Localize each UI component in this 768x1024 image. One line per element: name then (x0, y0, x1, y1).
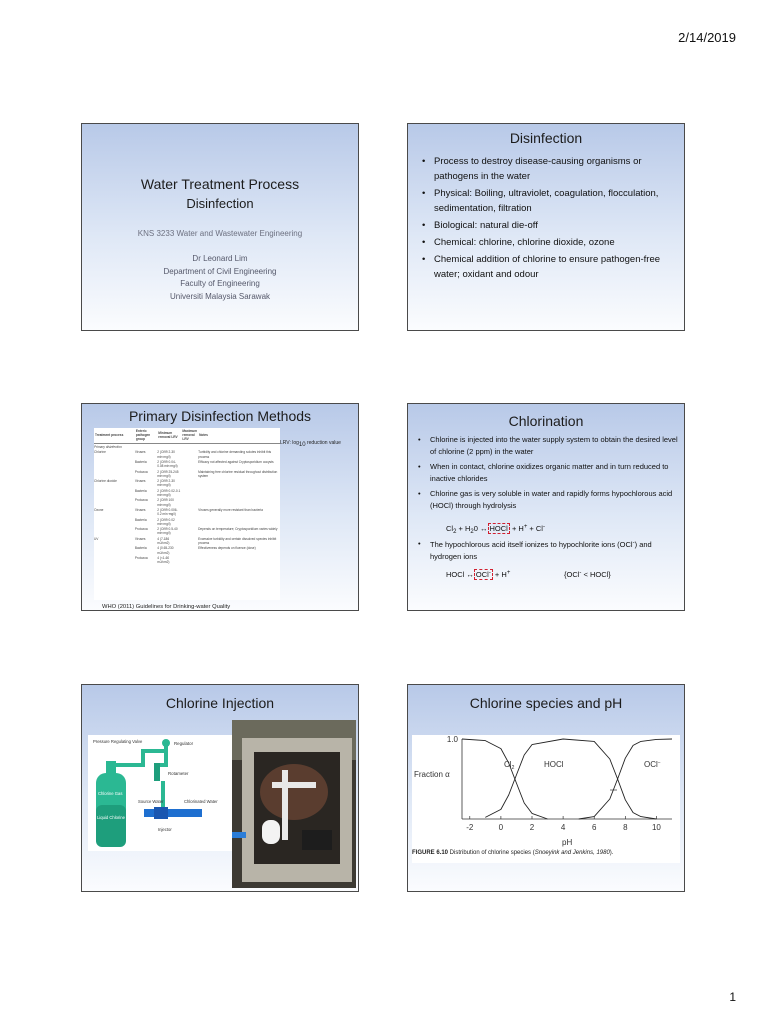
bullet-item: • Biological: natural die-off (422, 218, 672, 233)
bullet-item: • Chemical: chlorine, chlorine dioxide, ozone (422, 235, 672, 250)
series-line-ocl (579, 739, 672, 819)
table-cell: 2 (Ct99 0.006-0.2 min·mg/l) (157, 507, 178, 517)
table-cell (94, 517, 135, 527)
table-cell: Depends on temperature; Cryptosporidium varies widely (198, 527, 278, 532)
hocl-highlight: HOCl (489, 524, 508, 533)
table-cell: Bacteria (134, 517, 147, 522)
table-header: Treatment process (95, 433, 124, 438)
liquid-chlorine-label: Liquid Chlorine (97, 815, 125, 820)
bullet-item: • When in contact, chlorine oxidizes organic matter and in turn reduced to inactive chlorides (418, 461, 678, 484)
author-name: Dr Leonard Lim (192, 254, 248, 263)
table-cell (94, 527, 135, 537)
table-cell (198, 555, 280, 565)
table-cell (181, 498, 198, 508)
table-cell: 2 (Ct99 2-30 min·mg/l) (157, 479, 175, 488)
table-cell (181, 536, 198, 546)
table-header: Enteric pathogen group (135, 429, 151, 442)
table-cell: Chlorine dioxide (94, 479, 117, 484)
table-cell: Viruses generally more resistant than bacteria (198, 507, 263, 512)
table-row (94, 507, 280, 517)
y-axis-title: Fraction α (414, 770, 450, 779)
rotameter-label: Rotameter (168, 771, 189, 776)
bullet-item: • Physical: Boiling, ultraviolet, coagulation, flocculation, sedimentation, filtration (422, 186, 672, 216)
hydrolysis-equation: $Cl_2 + H_20$ ↔ HOCl + H+ + Cl- (446, 524, 545, 535)
table-cell: Viruses (134, 536, 146, 541)
table-cell (94, 546, 135, 556)
table-cell: Protozoa (134, 498, 148, 503)
table-row (94, 517, 280, 527)
table-cell (94, 469, 135, 479)
table-cell: Bacteria (134, 488, 147, 493)
page-date: 2/14/2019 (678, 30, 736, 45)
table-cell (181, 450, 198, 460)
table-cell: Efficacy not affected against Cryptosporidium oocysts (198, 460, 274, 464)
table-cell: Protozoa (134, 527, 148, 532)
table-cell (94, 555, 135, 565)
slide-primary-methods[interactable] (81, 403, 359, 611)
injection-photo (232, 720, 356, 888)
department: Department of Civil Engineering (163, 267, 277, 276)
x-tick-label: 0 (498, 823, 504, 832)
table-cell: 2 (Ct99 2-30 min·mg/l) (157, 450, 175, 459)
course-name: KNS 3233 Water and Wastewater Engineering (137, 229, 303, 238)
table-cell (198, 498, 280, 508)
x-tick-label: 2 (529, 823, 535, 832)
table-cell: 4 (0.65-230 mJ/cm2) (157, 546, 174, 555)
table-cell: Turbidity and chlorine demanding solutes inhibit this process (198, 450, 272, 459)
table-cell: Viruses (134, 450, 146, 455)
who-table (94, 428, 280, 600)
table-cell: Chlorine (94, 450, 106, 455)
ionization-equation: HOCl ↔ OCl- + H+ {OCl- < HOCl} (446, 570, 611, 579)
table-cell: 2 (Ct99 100 min·mg/l) (157, 498, 174, 507)
figure-caption: FIGURE 6.10 Distribution of chlorine species (Snoeyink and Jenkins, 1980). (412, 850, 614, 856)
table-row (94, 546, 280, 556)
pressure-valve-label: Pressure Regulating Valve (93, 739, 143, 744)
table-cell (198, 517, 280, 527)
table-cell (198, 479, 280, 489)
table-section: Primary disinfection (94, 444, 122, 449)
table-cell: Protozoa (134, 555, 148, 560)
table-cell (181, 459, 198, 469)
bullet-item: • Chlorine gas is very soluble in water and rapidly forms hypochlorous acid (HOCl) through hydrolysis (418, 488, 678, 511)
series-label-cl2: $Cl_2$ (504, 760, 515, 771)
table-cell (181, 488, 198, 498)
table-cell: 2 (Ct99 0.02 min·mg/l) (157, 517, 175, 526)
table-cell: Viruses (134, 507, 146, 512)
slide-title-line2: Disinfection (186, 196, 254, 211)
who-caption: WHO (2011) Guidelines for Drinking-water Quality (102, 604, 231, 610)
table-cell: Excessive turbidity and certain dissolved species inhibit process (198, 536, 277, 545)
regulator-label: Regulator (174, 741, 194, 746)
bullet-item: • Chlorine is injected into the water supply system to obtain the desired level of chlorine (2 ppm) in the water (418, 434, 678, 457)
bullet-list (418, 434, 678, 511)
table-cell (94, 459, 135, 469)
bullet-item: • Chemical addition of chlorine to ensure pathogen-free water; oxidant and odour (422, 252, 672, 282)
x-axis-title: pH (562, 838, 573, 847)
slide-title: Chlorination (508, 413, 584, 429)
table-cell (181, 527, 198, 537)
table-cell (181, 469, 198, 479)
series-label-hocl: HOCl (544, 760, 564, 769)
table-row (94, 555, 280, 565)
table-cell (181, 546, 198, 556)
table-cell (181, 517, 198, 527)
table-cell: Protozoa (134, 469, 148, 474)
slide-title: Chlorine Injection (165, 695, 275, 711)
slide-chlorine-injection[interactable] (81, 684, 359, 892)
x-tick-label: -2 (466, 823, 474, 832)
table (94, 428, 280, 565)
slide-title: Disinfection (509, 130, 583, 146)
x-tick-label: 10 (651, 823, 661, 832)
table-row (94, 536, 280, 546)
injector-label: Injector (158, 827, 172, 832)
table-row (94, 527, 280, 537)
water-pipe (144, 809, 202, 817)
table-row (94, 459, 280, 469)
table-row (94, 488, 280, 498)
species-relation: {OCl- < HOCl} (564, 570, 611, 579)
university: Universiti Malaysia Sarawak (169, 292, 271, 301)
table-cell: Effectiveness depends on fluence (dose) (198, 546, 256, 551)
slide-chlorine-species[interactable] (407, 684, 685, 892)
table-cell (94, 488, 135, 498)
bullet-list (418, 538, 678, 562)
slide-title: Primary Disinfection Methods (128, 408, 312, 424)
table-cell: UV (94, 536, 99, 541)
table-header: Minimum removal LRV (158, 431, 178, 440)
page-number: 1 (729, 990, 736, 1004)
table-header: Notes (199, 433, 208, 438)
table-cell: 2 (Ct99 25-245 min·mg/l) (157, 469, 179, 478)
table-row (94, 479, 280, 489)
table-cell: 2 (Ct99 0.04-0.08 min·mg/l) (157, 460, 178, 469)
bullet-list (422, 154, 672, 282)
x-tick-label: 8 (623, 823, 628, 832)
slide-title-page[interactable] (81, 123, 359, 331)
table-header: Maximum removal LRV (182, 429, 198, 442)
table-cell: Ozone (94, 507, 104, 512)
series-line-cl2 (462, 739, 548, 819)
injection-diagram (88, 735, 232, 851)
y-tick-label: 1.0 (446, 735, 458, 744)
x-tick-label: 4 (560, 823, 566, 832)
bullet-item: • The hypochlorous acid itself ionizes to hypochlorite ions (OCl-) and hydrogen ions (418, 538, 678, 562)
table-row (94, 498, 280, 508)
slide-title-line1: Water Treatment Process (140, 176, 300, 192)
regulator (162, 739, 170, 747)
figure-panel (412, 735, 680, 863)
slide-title: Chlorine species and pH (469, 695, 623, 711)
x-tick-label: 6 (591, 823, 597, 832)
slide-chlorination[interactable] (407, 403, 685, 611)
table-cell: Bacteria (134, 546, 147, 551)
chlorinated-water-label: Chlorinated Water (184, 799, 218, 804)
table-row (94, 450, 280, 460)
chlorine-gas-label: Chlorine Gas (98, 791, 123, 796)
table-cell: 4 (<1-60 mJ/cm2) (157, 555, 170, 565)
series-line-hocl (485, 739, 656, 819)
source-water-label: Source Water (138, 799, 164, 804)
table-cell (181, 479, 198, 489)
table-cell: 2 (Ct99 0.5-40 min·mg/l) (157, 527, 178, 536)
slide-disinfection[interactable] (407, 123, 685, 331)
table-cell: Bacteria (134, 460, 147, 464)
table-cell: Maintaining free chlorine residual throughout distribution system (198, 469, 278, 478)
table-cell (198, 488, 280, 498)
table-cell: 2 (Ct99 0.02-0.1 min·mg/l) (157, 488, 181, 497)
table-cell (181, 507, 198, 517)
faculty: Faculty of Engineering (180, 279, 260, 288)
table-cell (181, 555, 198, 565)
table-cell: Viruses (134, 479, 146, 484)
series-label-ocl: OCl− (644, 760, 661, 769)
table-cell (94, 498, 135, 508)
table-cell: 4 (7-186 mJ/cm2) (157, 536, 170, 545)
species-chart (412, 735, 680, 863)
bullet-item: • Process to destroy disease-causing organisms or pathogens in the water (422, 154, 672, 184)
lrv-note: LRV: log10 reduction value (280, 440, 341, 448)
ocl-highlight: OCl- (475, 570, 491, 579)
table-row (94, 469, 280, 479)
